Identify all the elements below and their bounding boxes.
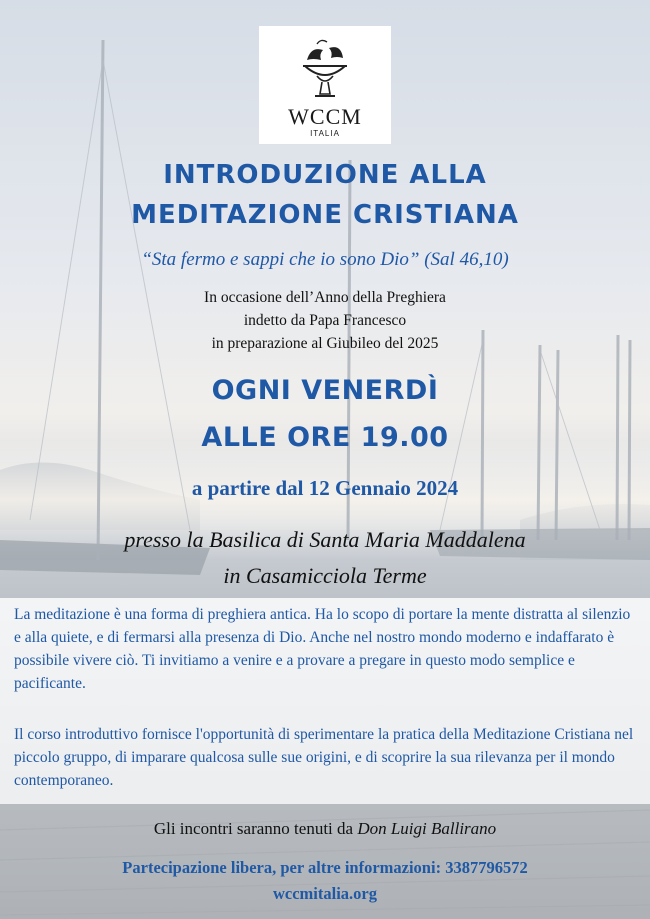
title-line-1: INTRODUZIONE ALLA (163, 160, 487, 190)
website-link[interactable]: wccmitalia.org (272, 884, 377, 903)
description-paragraph-1: La meditazione è una forma di preghiera antica. Ha lo scopo di portare la mente distratta al silenzio e alla quiete, e di fermarsi alla presenza di Dio. Anche nel nostro mondo moderno e indaffarato è possibile vivere ciò. Ti invitiamo a venire e a provare a pregare in questo modo semplice e pacificante. (14, 606, 631, 692)
location-line-1: presso la Basilica di Santa Maria Maddalena (124, 527, 526, 552)
occasion-line-2: indetto da Papa Francesco (243, 312, 407, 329)
logo-name: WCCM (288, 104, 362, 129)
occasion-line-3: in preparazione al Giubileo del 2025 (211, 335, 439, 352)
description-paragraph-2: Il corso introduttivo fornisce l'opportunità di sperimentare la pratica della Meditazione Cristiana nel piccolo gruppo, di imparare qualcosa sulle sue origini, e di scoprire la sua rilevanza per il mondo contemporaneo. (14, 726, 634, 789)
contact-info: Partecipazione libera, per altre informazioni: 3387796572 (122, 858, 528, 877)
location-line-2: in Casamicciola Terme (223, 563, 427, 588)
held-by-name: Don Luigi Ballirano (357, 819, 497, 838)
start-date: a partire dal 12 Gennaio 2024 (191, 476, 459, 500)
doves-chalice-icon (293, 36, 357, 104)
title-line-2: MEDITAZIONE CRISTIANA (131, 200, 519, 230)
schedule-day: OGNI VENERDÌ (211, 375, 439, 406)
logo-subtitle: ITALIA (310, 129, 340, 138)
occasion-line-1: In occasione dell’Anno della Preghiera (204, 289, 446, 306)
held-by-prefix: Gli incontri saranno tenuti da (153, 819, 358, 838)
wccm-logo (259, 26, 391, 144)
schedule-time: ALLE ORE 19.00 (201, 422, 449, 453)
bible-quote: “Sta fermo e sappi che io sono Dio” (Sal 46,10) (141, 249, 509, 270)
held-by-line (0, 819, 650, 839)
